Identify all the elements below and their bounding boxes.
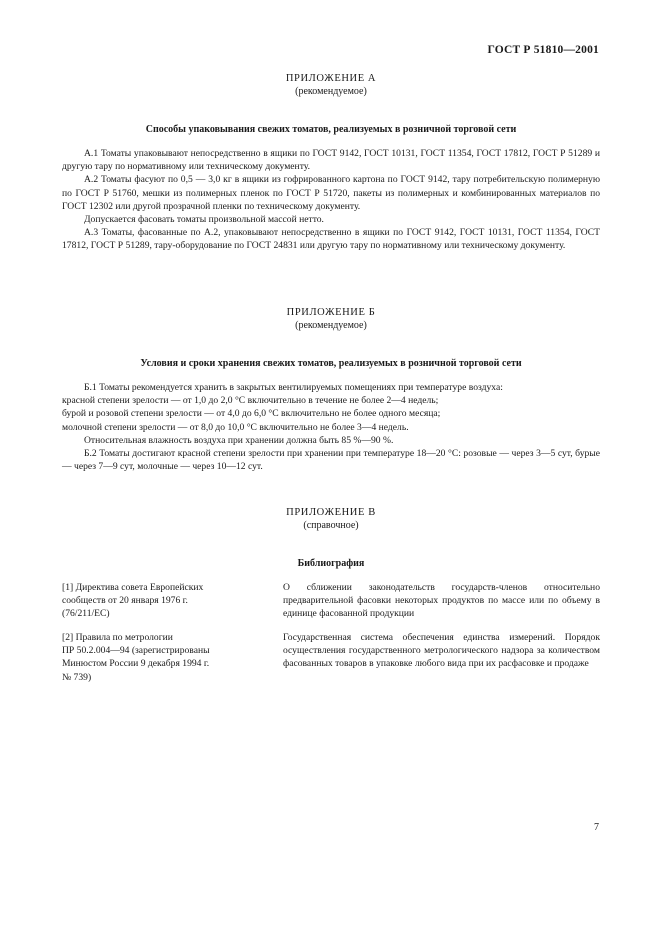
annex-b-line-5: Относительная влажность воздуха при хранении должна быть 85 %—90 %. <box>84 434 394 446</box>
annex-a-title-block <box>62 72 600 98</box>
source-line: сообществ от 20 января 1976 г. <box>62 595 188 607</box>
annex-v-status: (справочное) <box>303 520 359 531</box>
annex-b-paragraph-b2: Б.2 Томаты достигают красной степени зрелости при хранении при температуре 18—20 °С: розовые — через 3—5 сут, бурые — через 7—9 сут, молочные — через 10—12 сут. <box>62 448 600 473</box>
annex-b-body <box>62 381 600 473</box>
source-line: [2] Правила по метрологии <box>62 632 173 643</box>
bibliography-entry-1-title: О сближении законодательств государств-членов относительно предварительной фасовки некоторых продуктов по массе или по объему в единице фасованной продукции <box>283 582 600 620</box>
annex-a-heading: Способы упаковывания свежих томатов, реализуемых в розничной торговой сети <box>145 124 517 135</box>
source-line: (76/211/ЕС) <box>62 608 110 620</box>
annex-b-title: ПРИЛОЖЕНИЕ Б <box>286 307 376 318</box>
annex-b-line-3: бурой и розовой степени зрелости — от 4,0 до 6,0 °С включительно не более одного месяца; <box>62 408 441 420</box>
bibliography-entry-1-source <box>62 581 252 621</box>
source-line: № 739) <box>62 671 92 683</box>
annex-b-heading: Условия и сроки хранения свежих томатов, реализуемых в розничной торговой сети <box>140 358 522 369</box>
annex-a-title: ПРИЛОЖЕНИЕ А <box>285 73 377 84</box>
annex-v-title: ПРИЛОЖЕНИЕ В <box>286 507 376 518</box>
source-line: Минюстом России 9 декабря 1994 г. <box>62 658 210 670</box>
annex-a-body <box>62 147 600 253</box>
annex-b-title-block <box>62 306 600 332</box>
annex-a-paragraph-1: А.1 Томаты упаковывают непосредственно в ящики по ГОСТ 9142, ГОСТ 10131, ГОСТ 11354, ГОСТ 17812, ГОСТ Р 51289 и другую тару по нормативному или техническому документу. <box>62 148 600 173</box>
annex-v-title-block <box>62 506 600 532</box>
annex-b-line-4: молочной степени зрелости — от 8,0 до 10,0 °С включительно не более 3—4 недель. <box>62 421 409 433</box>
annex-a-paragraph-2: А.2 Томаты фасуют по 0,5 — 3,0 кг в ящики из гофрированного картона по ГОСТ 9142, тару потребительскую полимерную по ГОСТ Р 51760, мешки из полимерных пленок по ГОСТ Р 51720, пакеты из полимерных и комбинированных материалов по ГОСТ 12302 или другой прозрачной пленки по техническому документу. <box>62 174 600 212</box>
bibliography-entry-1 <box>62 581 600 631</box>
annex-b-line-1: Б.1 Томаты рекомендуется хранить в закрытых вентилируемых помещениях при температуре воздуха: <box>84 382 503 393</box>
annex-a-paragraph-3: Допускается фасовать томаты произвольной массой нетто. <box>84 214 324 226</box>
page-number: 7 <box>594 822 599 833</box>
bibliography-entry-2-title: Государственная система обеспечения единства измерений. Порядок осуществления государственного метрологического надзора за количеством фасованных товаров в упаковке любого вида при их расфасовке и продаже <box>283 632 600 670</box>
annex-a-paragraph-4: А.3 Томаты, фасованные по А.2, упаковывают непосредственно в ящики по ГОСТ 9142, ГОСТ 10131, ГОСТ 11354, ГОСТ 17812, ГОСТ Р 51289, тару-оборудование по ГОСТ 24831 или другую тару по нормативному или техническому документу. <box>62 227 600 252</box>
standard-code: ГОСТ Р 51810—2001 <box>487 44 599 56</box>
annex-b-line-2: красной степени зрелости — от 1,0 до 2,0 °С включительно в течение не более 2—4 недель; <box>62 395 439 407</box>
source-line: [1] Директива совета Европейских <box>62 582 204 593</box>
annex-a-status: (рекомендуемое) <box>295 86 367 97</box>
source-line: ПР 50.2.004—94 (зарегистрированы <box>62 645 210 657</box>
bibliography-entry-2-source <box>62 631 252 684</box>
bibliography-entry-2 <box>62 631 600 691</box>
annex-b-status: (рекомендуемое) <box>295 320 367 331</box>
bibliography-heading: Библиография <box>297 558 365 569</box>
